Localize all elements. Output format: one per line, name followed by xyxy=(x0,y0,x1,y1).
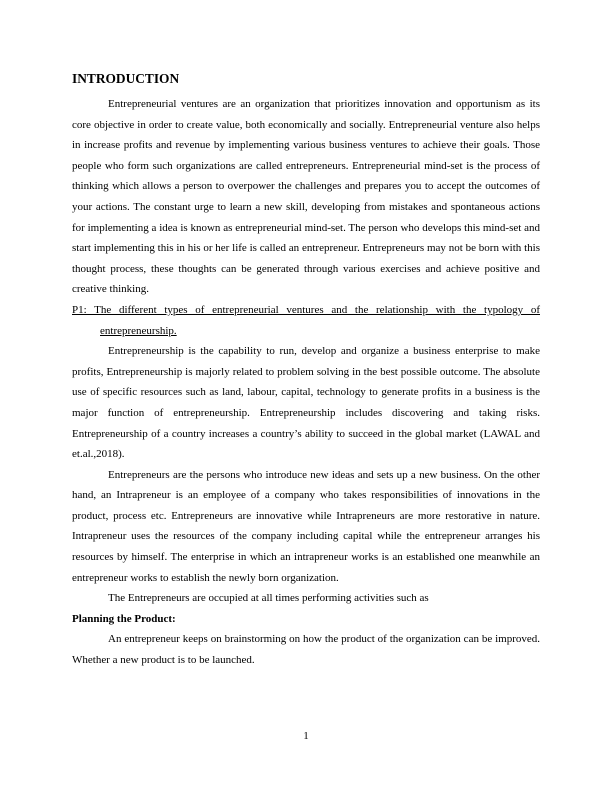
entrepreneurs-paragraph: Entrepreneurs are the persons who introduce new ideas and sets up a new business. On the other hand, an Intrapreneur is an employee of a company who takes responsibilities of innovations in the product, process etc. Entrepreneurs are innovative while Intrapreneurs are more restorative in nature. Intrapreneur uses the resources of the company including capital while the entrepreneur arranges his resources by himself. The enterprise in which an intrapreneur works is an established one meanwhile an entrepreneur works to establish the newly born organization. xyxy=(72,468,540,584)
section-heading-p1: P1: The different types of entrepreneurial ventures and the relationship with the typology of entrepreneurship. xyxy=(72,303,540,337)
page-number: 1 xyxy=(303,730,309,742)
entrepreneurship-paragraph: Entrepreneurship is the capability to run, develop and organize a business enterprise to make profits, Entrepreneurship is majorly related to problem solving in the best possible outcome. The absolute use of specific resources such as land, labour, capital, technology to generate profits in a business is the major function of entrepreneurship. Entrepreneurship includes discovering and taking risks. Entrepreneurship of a country increases a country’s ability to succeed in the global market (LAWAL and et.al.,2018). xyxy=(72,345,540,461)
intro-paragraph: Entrepreneurial ventures are an organization that prioritizes innovation and opportunism as its core objective in order to create value, both economically and socially. Entrepreneurial venture also helps in increase profits and revenue by implementing various business ventures to achieve their goals. Those people who form such organizations are called entrepreneurs. Entrepreneurial mind-set is the process of thinking which allows a person to overpower the challenges and prepares you to accept the outcomes of your actions. The constant urge to learn a new skill, developing from mistakes and spontaneous actions for implementing a idea is known as entrepreneurial mind-set. The person who develops this mind-set and start implementing this in his or her life is called an entrepreneur. Entrepreneurs may not be born with this thought process, these thoughts can be generated through various exercises and achieve positive and creative thinking. xyxy=(72,98,540,296)
page-title: INTRODUCTION xyxy=(72,71,180,86)
document-page xyxy=(72,70,540,671)
planning-paragraph: An entrepreneur keeps on brainstorming on how the product of the organization can be improved. Whether a new product is to be launched. xyxy=(72,633,540,667)
planning-heading: Planning the Product: xyxy=(72,612,176,625)
activities-paragraph: The Entrepreneurs are occupied at all times performing activities such as xyxy=(108,592,429,605)
